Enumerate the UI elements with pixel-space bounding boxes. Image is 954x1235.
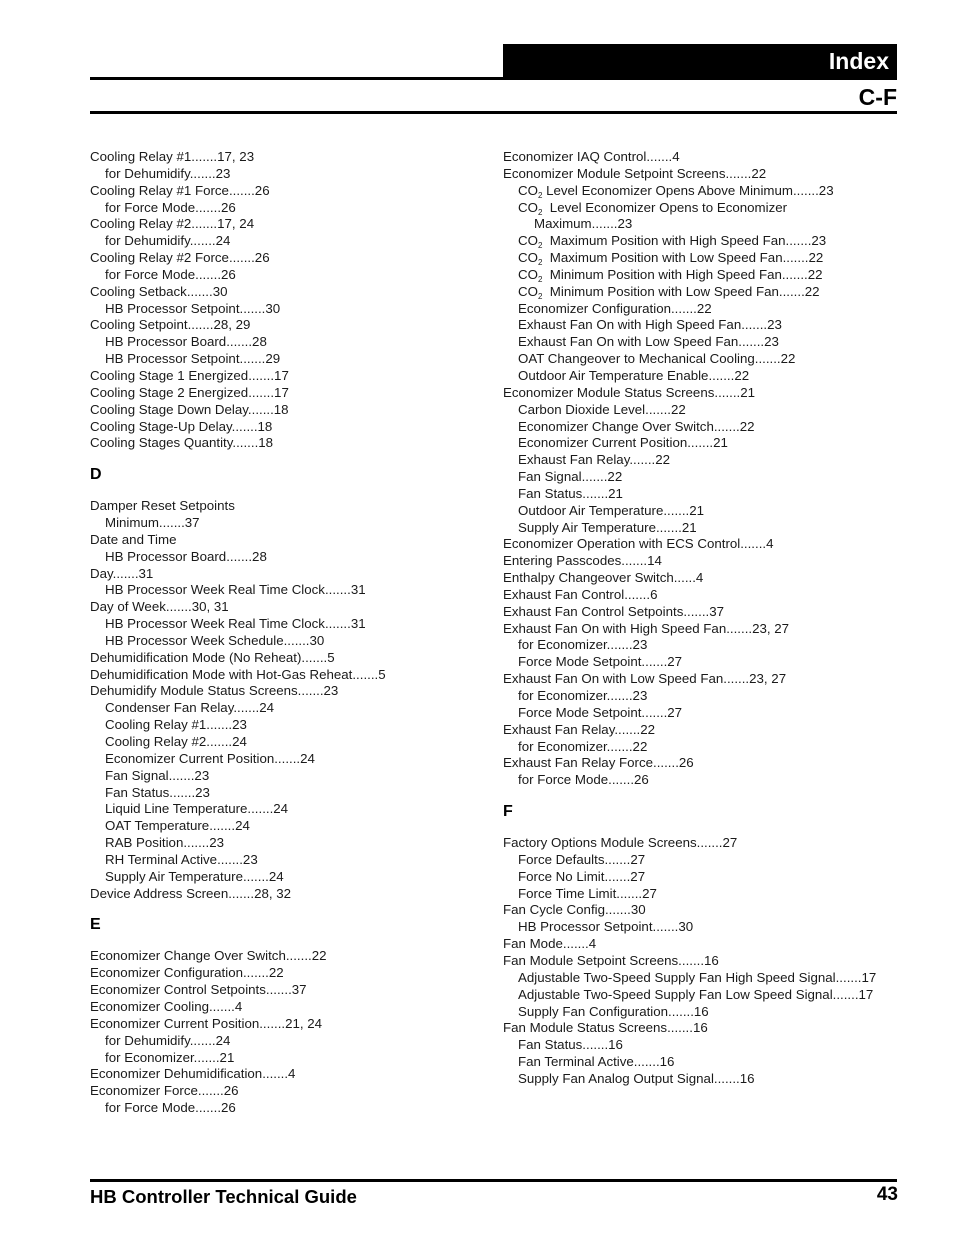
- index-subentry: Force Defaults.......27: [518, 851, 646, 867]
- index-entry: Fan Mode.......4: [503, 936, 597, 952]
- index-subentry: Outdoor Air Temperature.......21: [518, 502, 705, 518]
- index-subentry: for Economizer.......22: [518, 738, 648, 754]
- index-subentry: Exhaust Fan On with High Speed Fan.......23: [518, 317, 782, 333]
- index-entry: Cooling Setpoint.......28, 29: [90, 317, 251, 333]
- header-bar: [503, 44, 897, 78]
- index-subentry: HB Processor Week Schedule.......30: [105, 632, 325, 648]
- index-entry: Cooling Setback.......30: [90, 283, 228, 299]
- index-entry: Cooling Stage 1 Energized.......17: [90, 367, 289, 383]
- index-subentry: [503, 183, 903, 200]
- index-entry: Dehumidification Mode (No Reheat).......5: [90, 649, 335, 665]
- index-subentry: Fan Signal.......22: [518, 469, 623, 485]
- index-entry: Exhaust Fan Control Setpoints.......37: [503, 603, 724, 619]
- index-subentry: Fan Status.......23: [105, 784, 210, 800]
- index-subentry: Carbon Dioxide Level.......22: [518, 401, 686, 417]
- footer-title: HB Controller Technical Guide: [90, 1186, 357, 1207]
- index-entry: Factory Options Module Screens.......27: [503, 835, 738, 851]
- index-subentry: for Force Mode.......26: [105, 266, 236, 282]
- index-entry: Cooling Relay #1.......17, 23: [90, 149, 255, 164]
- co2-base: CO: [518, 182, 538, 198]
- index-entry: Cooling Stages Quantity.......18: [90, 435, 274, 451]
- index-entry: Cooling Relay #1 Force.......26: [90, 182, 270, 198]
- index-entry: Economizer Operation with ECS Control.......4: [503, 536, 774, 552]
- co2-subscript: 2: [537, 207, 543, 217]
- index-entry: Fan Cycle Config.......30: [503, 902, 646, 918]
- index-subentry: for Dehumidify.......24: [105, 233, 231, 249]
- index-subentry: Fan Signal.......23: [105, 767, 210, 783]
- co2-symbol: [518, 200, 542, 217]
- index-subentry: [503, 267, 903, 284]
- footer-rule: [90, 1179, 897, 1182]
- index-entry-text: Maximum Position with Low Speed Fan.......22: [542, 250, 824, 266]
- index-entry-text: Maximum Position with High Speed Fan.......23: [542, 233, 827, 249]
- index-entry: Device Address Screen.......28, 32: [90, 885, 292, 901]
- index-subentry: for Force Mode.......26: [518, 772, 649, 788]
- index-subentry: HB Processor Setpoint.......30: [105, 300, 281, 316]
- index-subentry: Maximum.......23: [534, 216, 633, 232]
- index-entry: Fan Module Status Screens.......16: [503, 1020, 708, 1036]
- index-entry: Day of Week.......30, 31: [90, 599, 229, 615]
- index-entry-text: Minimum Position with Low Speed Fan.......22: [542, 283, 820, 299]
- index-subentry: Force Time Limit.......27: [518, 885, 657, 901]
- co2-symbol: [518, 183, 542, 200]
- index-entry: Exhaust Fan On with High Speed Fan.......23, 27: [503, 620, 790, 636]
- index-subentry: Fan Status.......21: [518, 485, 623, 501]
- index-subentry: [503, 284, 903, 301]
- index-subentry: HB Processor Week Real Time Clock.......31: [105, 582, 366, 598]
- index-entry-text: Level Economizer Opens to Economizer: [542, 199, 788, 215]
- index-subentry: Force No Limit.......27: [518, 868, 646, 884]
- co2-base: CO: [518, 199, 538, 215]
- page-title: Index: [828, 48, 889, 74]
- index-subentry: Economizer Change Over Switch.......22: [518, 418, 755, 434]
- index-subentry: Minimum.......37: [105, 515, 200, 531]
- index-entry: Economizer IAQ Control.......4: [503, 149, 680, 164]
- index-entry: Economizer Current Position.......21, 24: [90, 1015, 323, 1031]
- section-range: C-F: [858, 84, 897, 110]
- index-subentry: Cooling Relay #1.......23: [105, 717, 247, 733]
- index-subentry: HB Processor Setpoint.......29: [105, 351, 281, 367]
- index-subentry: Economizer Current Position.......21: [518, 435, 728, 451]
- index-subentry: HB Processor Week Real Time Clock.......31: [105, 616, 366, 632]
- index-subentry: OAT Temperature.......24: [105, 818, 250, 834]
- co2-subscript: 2: [537, 274, 543, 284]
- co2-symbol: [518, 284, 542, 301]
- co2-subscript: 2: [537, 190, 543, 200]
- index-subentry: Supply Fan Configuration.......16: [518, 1003, 709, 1019]
- index-entry: Cooling Stage-Up Delay.......18: [90, 418, 273, 434]
- index-subentry: Supply Air Temperature.......21: [518, 519, 697, 535]
- co2-base: CO: [518, 233, 538, 249]
- co2-subscript: 2: [537, 241, 543, 251]
- index-entry: Exhaust Fan On with Low Speed Fan.......23, 27: [503, 671, 787, 687]
- index-subentry: HB Processor Board.......28: [105, 334, 267, 350]
- index-entry: Damper Reset Setpoints: [90, 498, 235, 514]
- index-subentry: for Dehumidify.......23: [105, 165, 231, 181]
- index-entry: Economizer Control Setpoints.......37: [90, 982, 307, 998]
- index-entry: Economizer Module Status Screens.......21: [503, 384, 756, 400]
- index-subentry: Outdoor Air Temperature Enable.......22: [518, 367, 750, 383]
- index-entry: Economizer Change Over Switch.......22: [90, 948, 327, 964]
- index-subentry: Fan Terminal Active.......16: [518, 1054, 675, 1070]
- index-column-right: [503, 149, 903, 1088]
- index-subentry: Supply Fan Analog Output Signal.......16: [518, 1070, 755, 1086]
- index-subentry: Economizer Current Position.......24: [105, 750, 315, 766]
- page-number: 43: [876, 1184, 898, 1205]
- index-subentry: for Economizer.......23: [518, 688, 648, 703]
- index-entry: Fan Module Setpoint Screens.......16: [503, 952, 719, 968]
- index-subentry: Exhaust Fan Relay.......22: [518, 452, 671, 468]
- index-letter-heading: D: [90, 466, 102, 484]
- index-subentry: Force Mode Setpoint.......27: [518, 704, 683, 720]
- index-entry: Enthalpy Changeover Switch......4: [503, 570, 704, 586]
- index-subentry: HB Processor Board.......28: [105, 548, 267, 564]
- index-subentry: Cooling Relay #2.......24: [105, 734, 247, 749]
- co2-base: CO: [518, 283, 538, 299]
- index-subentry: OAT Changeover to Mechanical Cooling.......22: [518, 351, 796, 367]
- index-subentry: for Economizer.......23: [518, 637, 648, 653]
- index-subentry: Adjustable Two-Speed Supply Fan High Speed Signal.......17: [518, 969, 877, 985]
- index-letter-heading: F: [503, 803, 513, 821]
- index-entry: Day.......31: [90, 565, 154, 581]
- index-subentry: Exhaust Fan On with Low Speed Fan.......23: [518, 334, 779, 350]
- index-subentry: Liquid Line Temperature.......24: [105, 801, 289, 817]
- index-subentry: [503, 233, 903, 250]
- co2-symbol: [518, 233, 542, 250]
- index-column-left: [90, 149, 485, 1117]
- index-entry: Exhaust Fan Control.......6: [503, 586, 658, 602]
- index-subentry: for Dehumidify.......24: [105, 1032, 231, 1048]
- index-entry: Cooling Stage 2 Energized.......17: [90, 384, 289, 400]
- index-entry: Exhaust Fan Relay Force.......26: [503, 755, 694, 771]
- header-rule-top: [90, 77, 897, 80]
- index-entry: Date and Time: [90, 531, 177, 547]
- index-entry: Entering Passcodes.......14: [503, 553, 662, 569]
- index-subentry: for Force Mode.......26: [105, 199, 236, 215]
- co2-symbol: [518, 250, 542, 267]
- index-entry: Economizer Dehumidification.......4: [90, 1066, 296, 1082]
- index-subentry: RAB Position.......23: [105, 835, 224, 851]
- index-subentry: for Force Mode.......26: [105, 1100, 236, 1116]
- index-subentry: Fan Status.......16: [518, 1037, 623, 1053]
- index-subentry: Supply Air Temperature.......24: [105, 868, 284, 884]
- index-entry: Dehumidify Module Status Screens.......23: [90, 683, 339, 699]
- index-entry: Economizer Module Setpoint Screens.......22: [503, 165, 767, 181]
- co2-symbol: [518, 267, 542, 284]
- index-entry: Cooling Relay #2.......17, 24: [90, 216, 255, 232]
- index-subentry: [503, 250, 903, 267]
- index-entry: Economizer Force.......26: [90, 1083, 239, 1099]
- index-subentry: for Economizer.......21: [105, 1049, 235, 1065]
- co2-subscript: 2: [537, 258, 543, 268]
- index-subentry: Condenser Fan Relay.......24: [105, 700, 275, 716]
- index-entry: Economizer Cooling.......4: [90, 998, 243, 1014]
- index-subentry: [503, 200, 903, 217]
- index-subentry: Economizer Configuration.......22: [518, 300, 712, 316]
- header-rule-bottom: [90, 111, 897, 114]
- co2-base: CO: [518, 266, 538, 282]
- index-subentry: RH Terminal Active.......23: [105, 851, 258, 867]
- index-letter-heading: E: [90, 916, 101, 934]
- index-subentry: Adjustable Two-Speed Supply Fan Low Speed Signal.......17: [518, 986, 874, 1002]
- index-entry: Dehumidification Mode with Hot-Gas Reheat.......5: [90, 666, 386, 682]
- index-subentry: HB Processor Setpoint.......30: [518, 919, 694, 935]
- index-entry-text: Level Economizer Opens Above Minimum.......23: [542, 182, 834, 198]
- index-entry: Economizer Configuration.......22: [90, 965, 284, 981]
- index-entry: Cooling Relay #2 Force.......26: [90, 250, 270, 266]
- index-subentry: Force Mode Setpoint.......27: [518, 654, 683, 670]
- index-entry-text: Minimum Position with High Speed Fan.......22: [542, 266, 823, 282]
- co2-subscript: 2: [537, 291, 543, 301]
- co2-base: CO: [518, 250, 538, 266]
- index-entry: Exhaust Fan Relay.......22: [503, 721, 656, 737]
- index-entry: Cooling Stage Down Delay.......18: [90, 401, 289, 417]
